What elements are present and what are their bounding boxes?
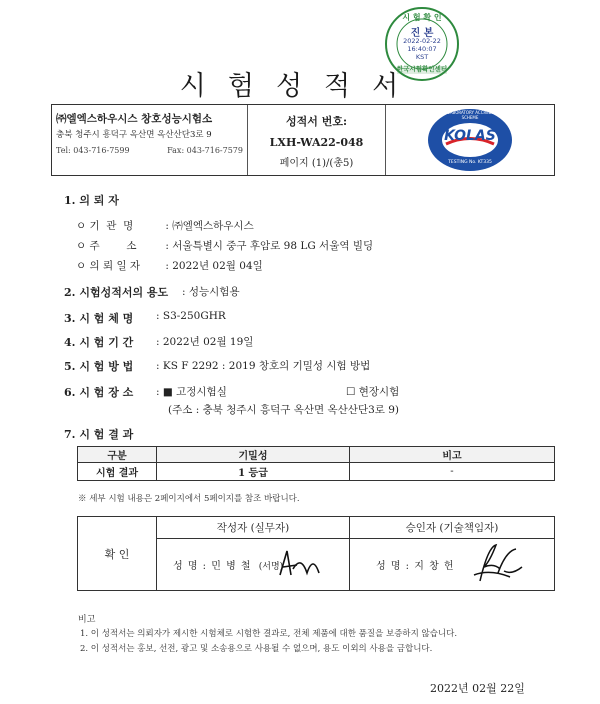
stamp-tz: KST xyxy=(415,53,429,61)
requester-org-label: ㅇ 기 관 명 xyxy=(76,220,134,232)
section-6-heading: 6. 시 험 장 소 xyxy=(64,386,134,399)
request-date-label: ㅇ 의 뢰 일 자 xyxy=(76,260,141,272)
requester-address-value: : 서울특별시 중구 후암로 98 LG 서울역 빌딩 xyxy=(165,240,374,252)
cert-label: 성적서 번호: xyxy=(285,115,348,128)
section-3-heading: 3. 시 험 체 명 xyxy=(64,312,134,325)
org-fax: Fax: 043-716-7579 xyxy=(167,146,243,155)
requester-address-row xyxy=(76,238,373,253)
section-1-heading: 1. 의 뢰 자 xyxy=(64,194,119,207)
result-label: 시험 결과 xyxy=(78,463,157,481)
stamp-time: 16:40:07 xyxy=(407,45,437,53)
page-title: 시험성적서 xyxy=(179,71,421,102)
approver-signature xyxy=(460,541,530,587)
result-table-header xyxy=(78,447,555,463)
result-remark: - xyxy=(350,463,555,481)
section-2-value: : 성능시험용 xyxy=(182,286,240,298)
fixed-lab-option: : ■ 고정시험실 xyxy=(156,386,227,398)
stamp-center: 진 본 xyxy=(410,28,434,39)
org-contact xyxy=(56,143,243,159)
kolas-top-text: KOREA LABORATORY ACCREDITATION SCHEME xyxy=(432,110,508,120)
confirmation-table xyxy=(77,516,555,591)
writer-seal: (서명) xyxy=(258,562,284,572)
header-box xyxy=(51,104,555,176)
field-test-option: ☐ 현장시험 xyxy=(346,386,400,398)
request-date-value: : 2022년 02월 04일 xyxy=(165,260,263,272)
column-category: 구분 xyxy=(78,447,157,463)
kolas-brand: KOLAS xyxy=(444,128,496,144)
approver-header: 승인자 (기술책임자) xyxy=(350,517,555,539)
org-info xyxy=(52,105,248,175)
writer-name: 성 명 : 민 병 철 xyxy=(173,561,252,572)
confirm-label: 확 인 xyxy=(78,517,157,591)
kolas-bottom-text: TESTING No. KT335 xyxy=(448,160,492,165)
request-date-row xyxy=(76,258,263,273)
remarks-heading: 비고 xyxy=(78,615,96,625)
column-remarks: 비고 xyxy=(350,447,555,463)
section-3-value: : S3-250GHR xyxy=(156,310,226,322)
page-info: 페이지 (1)/(총5) xyxy=(279,158,354,169)
writer-header: 작성자 (실무자) xyxy=(157,517,350,539)
detail-note: ※ 세부 시험 내용은 2페이지에서 5페이지를 참조 바랍니다. xyxy=(78,494,300,504)
section-5-value: : KS F 2292 : 2019 창호의 기밀성 시험 방법 xyxy=(156,360,371,372)
test-site-address: (주소 : 충북 청주시 흥덕구 옥산면 옥산산단3로 9) xyxy=(168,404,400,416)
kolas-logo-cell xyxy=(386,105,554,175)
stamp-date: 2022-02-22 xyxy=(403,37,441,45)
column-airtightness: 기밀성 xyxy=(157,447,350,463)
approver-sign-cell xyxy=(350,539,555,591)
issue-date: 2022년 02월 22일 xyxy=(430,682,525,695)
approver-name: 성 명 : 지 창 헌 xyxy=(376,561,455,572)
writer-signature xyxy=(275,545,335,585)
remarks-line-2: 2. 이 성적서는 홍보, 선전, 광고 및 소송용으로 사용될 수 없으며, 용도 이외의 사용을 금합니다. xyxy=(80,644,433,654)
stamp-arc-top: 시 험 확 인 xyxy=(402,13,442,22)
result-table xyxy=(77,446,555,481)
writer-sign-cell xyxy=(157,539,350,591)
cert-number: LXH-WA22-048 xyxy=(269,136,364,149)
requester-org-value: : ㈜엘엑스하우시스 xyxy=(165,220,254,232)
kolas-logo xyxy=(426,107,514,173)
org-name: ㈜엘엑스하우시스 창호성능시험소 xyxy=(56,113,213,125)
result-grade: 1 등급 xyxy=(157,463,350,481)
table-row xyxy=(78,463,555,481)
stamp-arc-bottom: 한국시험확인센터 xyxy=(396,65,448,73)
section-5-heading: 5. 시 험 방 법 xyxy=(64,360,134,373)
remarks-line-1: 1. 이 성적서는 의뢰자가 제시한 시험체로 시험한 결과로, 전체 제품에 대한 품질을 보증하지 않습니다. xyxy=(80,629,458,639)
section-4-value: : 2022년 02월 19일 xyxy=(156,336,254,348)
confirmation-header-row xyxy=(78,517,555,539)
section-2-heading: 2. 시험성적서의 용도 xyxy=(64,286,169,299)
requester-org-row xyxy=(76,218,254,233)
cert-info xyxy=(248,105,386,175)
org-tel: Tel: 043-716-7599 xyxy=(56,146,130,155)
section-7-heading: 7. 시 험 결 과 xyxy=(64,428,134,441)
section-4-heading: 4. 시 험 기 간 xyxy=(64,336,134,349)
org-address: 충북 청주시 흥덕구 옥산면 옥산산단3로 9 xyxy=(56,130,212,140)
requester-address-label: ㅇ 주 소 xyxy=(76,240,137,252)
